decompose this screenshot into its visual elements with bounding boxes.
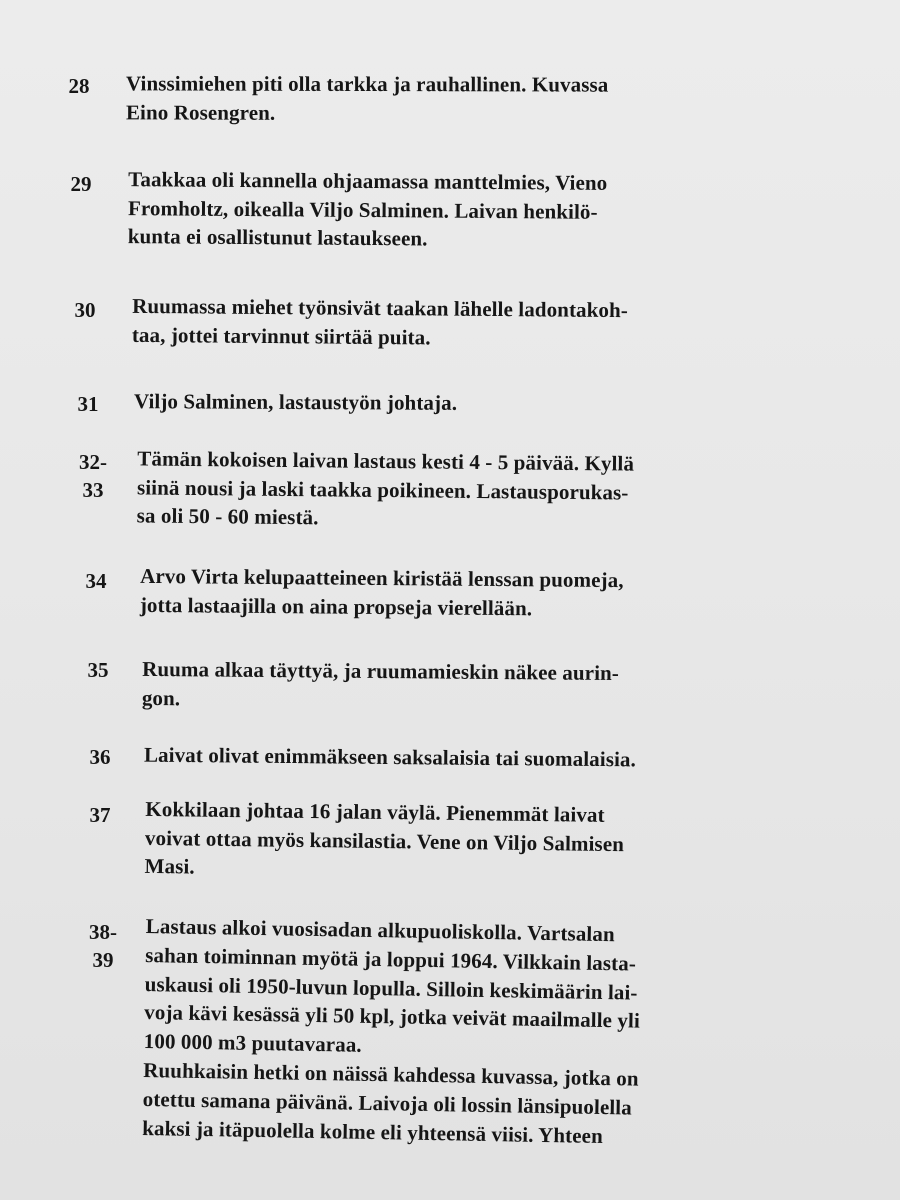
- caption-number: 35: [87, 658, 109, 682]
- caption-number: 37: [89, 803, 111, 827]
- caption-text: Ruuma alkaa täyttyä, ja ruumamieskin näkee aurin- gon.: [141, 656, 620, 710]
- caption-text: Viljo Salminen, lastaustyön johtaja.: [133, 389, 458, 415]
- caption-number: 38- 39: [89, 920, 117, 972]
- caption-number: 34: [85, 569, 107, 593]
- caption-text: Lastaus alkoi vuosisadan alkupuoliskolla. Vartsalan sahan toiminnan myötä ja loppui 1964. Vilkkain lasta- uskausi oli 1950-luvun lopulla. Silloin keskimäärin lai- voja kävi kesässä yli 50 kpl, jotka veivät maailmalle yli 100 000 m3 puutavaraa. Ruuhkaisin hetki on näissä kahdessa kuvassa, jotka on otettu samana päivänä. Laivoja oli lossin länsipuolella kaksi ja itäpuolella kolme eli yhteensä viisi. Yhteen: [142, 913, 641, 1148]
- caption-number: 29: [70, 172, 92, 196]
- caption-text: Laivat olivat enimmäkseen saksalaisia tai suomalaisia.: [143, 742, 637, 772]
- caption-number: 36: [89, 745, 111, 769]
- caption-number: 32- 33: [79, 450, 107, 502]
- caption-number: 31: [77, 392, 99, 416]
- caption-text: Kokkilaan johtaa 16 jalan väylä. Pienemmät laivat voivat ottaa myös kansilastia. Vene on Viljo Salmisen Masi.: [144, 796, 625, 879]
- caption-text: Arvo Virta kelupaatteineen kiristää lenssan puomeja, jotta lastaajilla on aina propseja vierellään.: [139, 563, 624, 620]
- caption-text: Vinssimiehen piti olla tarkka ja rauhallinen. Kuvassa Eino Rosengren.: [125, 71, 609, 125]
- caption-text: Ruumassa miehet työnsivät taakan lähelle ladontakoh- taa, jottei tarvinnut siirtää puita.: [131, 293, 629, 349]
- caption-number: 28: [68, 74, 90, 98]
- caption-text: Tämän kokoisen laivan lastaus kesti 4 - 5 päivää. Kyllä siinä nousi ja laski taakka poikineen. Lastausporukas- sa oli 50 - 60 miestä.: [136, 446, 635, 530]
- caption-number: 30: [74, 298, 96, 322]
- caption-text: Taakkaa oli kannella ohjaamassa manttelmies, Vieno Fromholtz, oikealla Viljo Salminen. Laivan henkilö- kunta ei osallistunut lastaukseen.: [127, 167, 608, 251]
